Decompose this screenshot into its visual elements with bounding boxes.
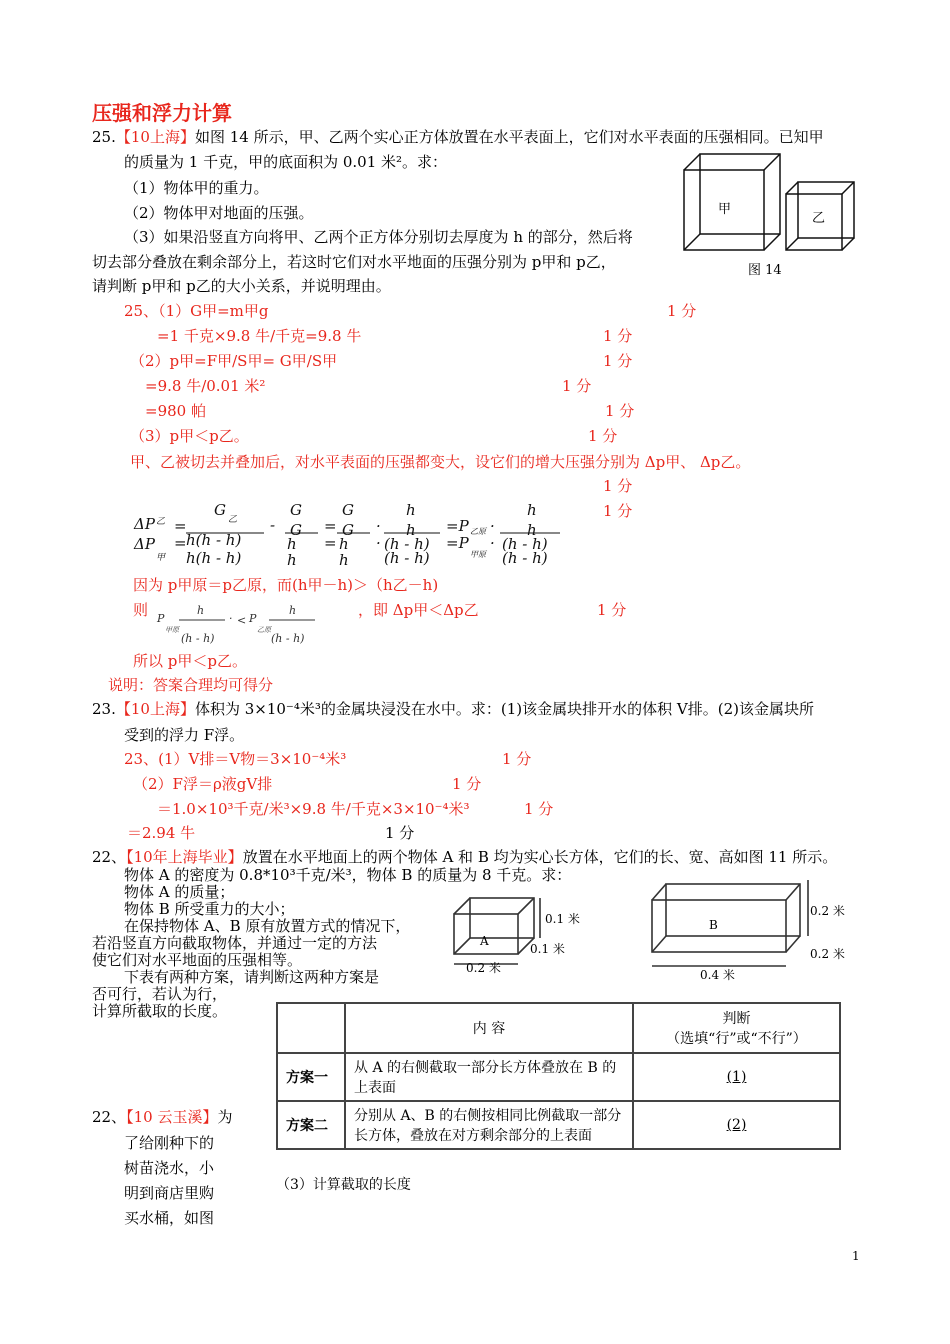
- figure-label-jia: 甲: [718, 202, 732, 217]
- figure-14-cubes: [680, 150, 860, 260]
- figB-height: 0.2 米: [810, 904, 845, 918]
- a25-line7: 甲、乙被切去并叠加后，对水平表面的压强都变大，设它们的增大压强分别为 Δp甲、 Δp乙。: [130, 453, 751, 471]
- figA-height: 0.1 米: [545, 912, 580, 926]
- row1-blank: [633, 1053, 840, 1101]
- q22b-line4: 明到商店里购: [124, 1184, 215, 1202]
- svg-text:=: =: [324, 517, 337, 535]
- q22b-line5: 买水桶，如图: [124, 1209, 215, 1227]
- a25-score9: 1 分: [597, 601, 627, 619]
- row2-blank-value: (2): [726, 1117, 747, 1133]
- svg-text:<: <: [237, 614, 247, 627]
- q22a-line7: 使它们对水平地面的压强相等。: [92, 951, 303, 969]
- svg-text:=: =: [324, 534, 337, 552]
- svg-text:G: G: [342, 521, 354, 539]
- figB-length: 0.4 米: [700, 968, 735, 982]
- a25-score4: 1 分: [562, 377, 592, 395]
- figA-length: 0.2 米: [466, 961, 501, 975]
- figB-width: 0.2 米: [810, 947, 845, 961]
- q22a-line8: 下表有两种方案，请判断这两种方案是: [124, 968, 380, 986]
- row2-blank: [633, 1101, 840, 1149]
- row2-name: 方案二: [277, 1101, 345, 1149]
- svg-text:(h - h): (h - h): [271, 632, 305, 645]
- svg-text:甲原: 甲原: [470, 550, 486, 559]
- q22a-line3: 物体 A 的质量；: [124, 883, 235, 901]
- q23-line1: [92, 698, 814, 719]
- table-header-judge-1: 判断: [722, 1011, 751, 1027]
- table-below-text: （3）计算截取的长度: [276, 1177, 411, 1193]
- svg-text:=P: =P: [446, 534, 469, 552]
- page-number: 1: [852, 1249, 860, 1263]
- svg-text:·: ·: [376, 534, 381, 552]
- q23-source: 【10上海】: [115, 700, 195, 718]
- figure-label-yi: 乙: [812, 211, 826, 226]
- figB-label: B: [709, 918, 718, 932]
- a23-score1: 1 分: [502, 750, 532, 768]
- q23-text1: 体积为 3×10⁻⁴米³的金属块浸没在水中。求：(1)该金属块排开水的体积 V排。(2)该金属块所: [194, 700, 814, 718]
- svg-text:h: h: [289, 604, 297, 617]
- svg-text:h: h: [197, 604, 205, 617]
- row1-name: 方案一: [277, 1053, 345, 1101]
- a25-line6: （3）p甲＜p乙。: [130, 427, 249, 445]
- q25-source: 【10上海】: [115, 128, 195, 146]
- q22a-line10: 计算所截取的长度。: [92, 1002, 228, 1020]
- figA-width: 0.1 米: [530, 942, 565, 956]
- table-header-judge: [633, 1003, 840, 1053]
- q22a-source: 【10年上海毕业】: [126, 848, 243, 866]
- a25-line9a: 则: [133, 601, 149, 619]
- q22a-text1: 放置在水平地面上的两个物体 A 和 B 均为实心长方体，它们的长、宽、高如图 11 所示。: [242, 848, 838, 866]
- formula-delta-p: [130, 500, 570, 572]
- q25-item3a: （3）如果沿竖直方向将甲、乙两个正方体分别切去厚度为 h 的部分，然后将: [124, 228, 633, 246]
- a25-note: 说明：答案合理均可得分: [108, 676, 274, 694]
- figure-14-caption: 图 14: [748, 263, 782, 278]
- a25-score7: 1 分: [603, 477, 633, 495]
- a25-line2: =1 千克×9.8 牛/千克=9.8 牛: [157, 327, 362, 345]
- svg-text:G: G: [342, 501, 354, 519]
- a25-line4: =9.8 牛/0.01 米²: [145, 377, 266, 395]
- a23-line4: ＝2.94 牛: [127, 824, 196, 842]
- table-row: [277, 1053, 840, 1101]
- svg-text:h: h: [339, 535, 349, 553]
- figA-label: A: [480, 934, 489, 948]
- svg-text:h: h: [339, 551, 349, 569]
- q22b-line1: [92, 1106, 232, 1127]
- q22a-line4: 物体 B 所受重力的大小；: [124, 900, 295, 918]
- svg-text:·: ·: [229, 612, 233, 625]
- figure-11-boxes: [448, 876, 848, 981]
- svg-text:h: h: [287, 551, 297, 569]
- svg-text:G: G: [214, 501, 226, 519]
- svg-text:乙: 乙: [156, 517, 166, 527]
- svg-text:(h - h): (h - h): [181, 632, 215, 645]
- row1-content: 从 A 的右侧截取一部分长方体叠放在 B 的上表面: [345, 1053, 633, 1101]
- svg-text:h: h: [527, 521, 537, 539]
- a23-line3: ＝1.0×10³千克/米³×9.8 牛/千克×3×10⁻⁴米³: [157, 800, 470, 818]
- svg-text:(h - h): (h - h): [502, 535, 548, 553]
- svg-text:h: h: [287, 535, 297, 553]
- svg-text:h: h: [527, 501, 537, 519]
- q25-line2: 的质量为 1 千克，甲的底面积为 0.01 米²。求：: [124, 153, 448, 171]
- a23-line2: （2）F浮＝ρ液gV排: [133, 775, 273, 793]
- svg-text:(h - h): (h - h): [502, 549, 548, 567]
- q25-text1: 如图 14 所示，甲、乙两个实心正方体放置在水平表面上，它们对水平表面的压强相同。已知甲: [194, 128, 824, 146]
- a25-score6: 1 分: [588, 427, 618, 445]
- a25-line5: =980 帕: [145, 402, 206, 420]
- svg-text:G: G: [290, 501, 302, 519]
- q25-line1: [92, 126, 824, 147]
- q22b-line3: 树苗浇水，小: [124, 1159, 215, 1177]
- svg-text:h: h: [406, 521, 416, 539]
- page-title: 压强和浮力计算: [92, 101, 232, 125]
- q25-item3c: 请判断 p甲和 p乙的大小关系，并说明理由。: [92, 277, 391, 295]
- svg-text:乙原: 乙原: [257, 626, 271, 634]
- svg-text:P: P: [157, 612, 165, 625]
- a25-line9b: ，即 Δp甲＜Δp乙: [358, 601, 479, 619]
- q22b-source: 【10 云玉溪】: [126, 1108, 218, 1126]
- svg-text:h(h - h): h(h - h): [186, 531, 242, 549]
- q25-item1: （1）物体甲的重力。: [124, 179, 269, 197]
- formula-compare: [155, 600, 355, 652]
- svg-text:G: G: [290, 521, 302, 539]
- a25-score2: 1 分: [603, 327, 633, 345]
- a23-score2: 1 分: [452, 775, 482, 793]
- svg-text:乙: 乙: [228, 515, 238, 525]
- svg-text:=: =: [174, 534, 187, 552]
- q25-number: 25.: [92, 128, 116, 146]
- q22a-number: 22、: [92, 848, 127, 866]
- svg-text:甲: 甲: [156, 553, 166, 563]
- q22a-line5: 在保持物体 A、B 原有放置方式的情况下，: [124, 917, 411, 935]
- q25-item2: （2）物体甲对地面的压强。: [124, 204, 314, 222]
- a25-line1: 25、（1）G甲=m甲g: [124, 302, 269, 320]
- svg-text:·: ·: [490, 517, 495, 535]
- q22a-line2: 物体 A 的密度为 0.8*10³千克/米³，物体 B 的质量为 8 千克。求：: [124, 866, 572, 884]
- a23-score4: 1 分: [385, 824, 415, 842]
- a25-score5: 1 分: [605, 402, 635, 420]
- a25-line3: （2）p甲=F甲/S甲= G甲/S甲: [130, 352, 338, 370]
- table-header-content: 内 容: [345, 1003, 633, 1053]
- q22a-line9: 否可行，若认为行，: [92, 985, 228, 1003]
- a25-line8: 因为 p甲原＝p乙原，而(h甲－h)＞（h乙－h): [133, 576, 439, 594]
- q23-number: 23.: [92, 700, 116, 718]
- q23-line2: 受到的浮力 F浮。: [124, 726, 245, 744]
- svg-text:h: h: [406, 501, 416, 519]
- svg-text:h(h - h): h(h - h): [186, 549, 242, 567]
- a25-score8: 1 分: [603, 502, 633, 520]
- q22b-text1: 为: [217, 1108, 233, 1126]
- a23-line1: 23、(1）V排＝V物＝3×10⁻⁴米³: [124, 750, 347, 768]
- scheme-table: [276, 1002, 841, 1150]
- table-corner: [277, 1003, 345, 1053]
- svg-text:=P: =P: [446, 517, 469, 535]
- table-header-judge-2: （选填“行”或“不行”）: [666, 1031, 807, 1047]
- svg-text:ΔP: ΔP: [134, 535, 155, 553]
- q25-item3b: 切去部分叠放在剩余部分上，若这时它们对水平地面的压强分别为 p甲和 p乙，: [92, 253, 616, 271]
- a23-score3: 1 分: [524, 800, 554, 818]
- svg-text:甲原: 甲原: [165, 626, 179, 634]
- svg-text:=: =: [174, 517, 187, 535]
- a25-score3: 1 分: [603, 352, 633, 370]
- svg-text:(h - h): (h - h): [384, 549, 430, 567]
- a25-score1: 1 分: [667, 302, 697, 320]
- svg-text:(h - h): (h - h): [384, 535, 430, 553]
- svg-text:-: -: [270, 516, 276, 534]
- table-header-row: [277, 1003, 840, 1053]
- row2-content: 分别从 A、B 的右侧按相同比例截取一部分长方体，叠放在对方剩余部分的上表面: [345, 1101, 633, 1149]
- table-row: [277, 1101, 840, 1149]
- a25-line10: 所以 p甲＜p乙。: [133, 652, 247, 670]
- q22b-line2: 了给刚种下的: [124, 1134, 215, 1152]
- q22a-line6: 若沿竖直方向截取物体，并通过一定的方法: [92, 934, 378, 952]
- svg-text:·: ·: [376, 517, 381, 535]
- q22b-number: 22、: [92, 1108, 127, 1126]
- row1-blank-value: (1): [726, 1069, 747, 1085]
- svg-text:P: P: [249, 612, 257, 625]
- svg-text:·: ·: [490, 534, 495, 552]
- svg-text:ΔP: ΔP: [134, 515, 155, 533]
- svg-text:乙原: 乙原: [470, 527, 486, 536]
